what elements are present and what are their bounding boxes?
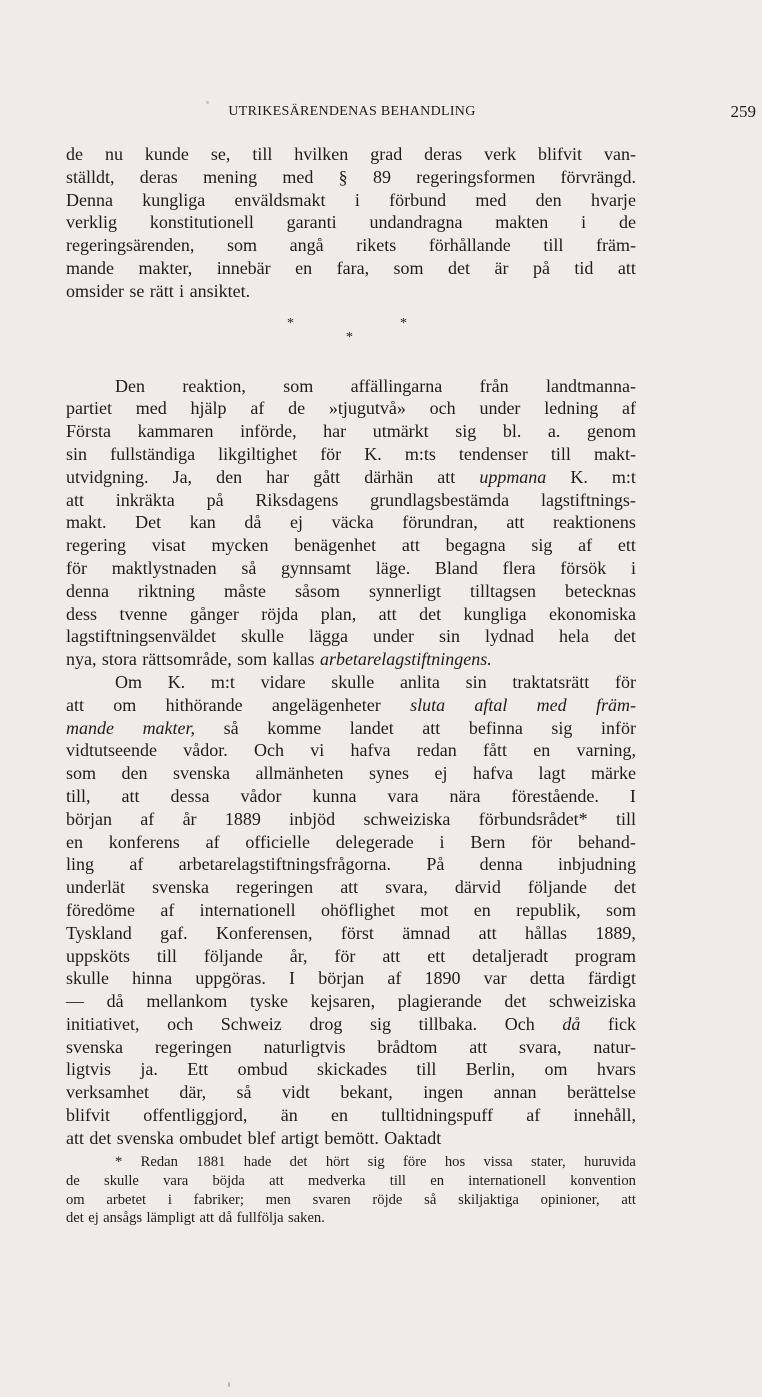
text-line: början af år 1889 inbjöd schweiziska förbundsrådet* till (66, 808, 636, 829)
footnote (66, 1153, 636, 1228)
text-line: makt. Det kan då ej väcka förundran, att reaktionens (66, 512, 636, 533)
text-line: — då mellankom tyske kejsaren, plagierande det schweiziska (66, 991, 636, 1012)
body-text (66, 143, 636, 1150)
text-line: skulle hinna uppgöras. I början af 1890 var detta färdigt (66, 968, 636, 989)
text-line: underlät svenska regeringen att svara, därvid följande det (66, 877, 636, 898)
text-line: Den reaktion, som affällingarna från landtmanna- (115, 375, 636, 396)
text-line: Denna kungliga enväldsmakt i förbund med den hvarje (66, 189, 636, 210)
text-line: omsider se rätt i ansiktet. (66, 280, 251, 301)
text-line: mande makter, innebär en fara, som det är på tid att (66, 257, 636, 278)
text-line: en konferens af officielle delegerade i Bern för behand- (66, 831, 636, 852)
text-line: lagstiftningsenväldet skulle lägga under sin lydnad hela det (66, 626, 636, 647)
text-line: partiet med hjälp af de »tjugutvå» och under ledning af (66, 398, 636, 419)
text-line: Om K. m:t vidare skulle anlita sin traktatsrätt för (115, 671, 636, 692)
text-line: ligtvis ja. Ett ombud skickades till Berlin, om hvars (66, 1059, 636, 1080)
text-line: verklig konstitutionell garanti undandragna makten i de (66, 212, 636, 233)
section-separator (66, 307, 636, 375)
separator-star: * (400, 315, 407, 331)
paragraph-1 (66, 143, 636, 303)
text-line: för maktlystnaden så gynnsamt läge. Bland flera försök i (66, 557, 636, 578)
text-line: att om hithörande angelägenheter sluta aftal med främ- (66, 694, 636, 715)
paragraph-2 (66, 375, 636, 671)
text-line: mande makter, så komme landet att befinna sig inför (66, 717, 636, 738)
separator-star: * (346, 329, 353, 345)
text-line: föredöme af internationell ohöflighet mot en republik, som (66, 899, 636, 920)
text-line: Första kammaren införde, har utmärkt sig bl. a. genom (66, 421, 636, 442)
text-line: uppsköts till följande år, för att ett detaljeradt program (66, 945, 636, 966)
text-line: denna riktning måste såsom synnerligt tilltagsen betecknas (66, 580, 636, 601)
text-line: regeringsärenden, som angå rikets förhållande till främ- (66, 235, 636, 256)
text-line: * Redan 1881 hade det hört sig före hos vissa stater, huruvida (115, 1154, 636, 1170)
footnote-text (66, 1153, 636, 1228)
text-line: till, att dessa vådor kunna vara nära förestående. I (66, 785, 636, 806)
text-line: vidtutseende vådor. Och vi hafva redan fått en varning, (66, 740, 636, 761)
text-line: det ej ansågs lämpligt att då fullfölja saken. (66, 1210, 325, 1227)
text-line: om arbetet i fabriker; men svaren röjde så skiljaktiga opinioner, att (66, 1191, 636, 1208)
text-line: att det svenska ombudet blef artigt bemött. Oaktadt (66, 1127, 442, 1148)
text-line: svenska regeringen naturligtvis brådtom att svara, natur- (66, 1036, 636, 1057)
separator-star: * (287, 315, 294, 331)
text-line: dess tvenne gånger röjda plan, att det kungliga ekonomiska (66, 603, 636, 624)
text-line: de nu kunde se, till hvilken grad deras verk blifvit van- (66, 144, 636, 164)
text-line: verksamhet där, så vidt bekant, ingen annan berättelse (66, 1082, 636, 1103)
text-line: sin fullständiga likgiltighet för K. m:ts tendenser till makt- (66, 443, 636, 464)
running-head: UTRIKESÄRENDENAS BEHANDLING (228, 104, 476, 119)
text-line: regering visat mycken benägenhet att begagna sig af ett (66, 535, 636, 556)
text-line: ställdt, deras mening med § 89 regeringsformen förvrängd. (66, 166, 636, 187)
text-line: ling af arbetarelagstiftningsfrågorna. På denna inbjudning (66, 854, 636, 875)
text-line: blifvit offentliggjord, än en tulltidningspuff af innehåll, (66, 1105, 636, 1126)
text-line: nya, stora rättsområde, som kallas arbetarelagstiftningens. (66, 649, 492, 670)
text-line: utvidgning. Ja, den har gått därhän att uppmana K. m:t (66, 466, 636, 487)
text-line: de skulle vara böjda att medverka till en internationell konvention (66, 1172, 636, 1189)
page-header (66, 102, 756, 124)
text-line: att inkräkta på Riksdagens grundlagsbestämda lagstiftnings- (66, 489, 636, 510)
paper-speck (228, 1382, 230, 1387)
text-line: som den svenska allmänheten synes ej hafva lagt märke (66, 763, 636, 784)
text-line: initiativet, och Schweiz drog sig tillbaka. Och då fick (66, 1013, 636, 1034)
page-number: 259 (730, 102, 756, 121)
paragraph-3 (66, 671, 636, 1150)
text-line: Tyskland gaf. Konferensen, först ämnad att hållas 1889, (66, 922, 636, 943)
